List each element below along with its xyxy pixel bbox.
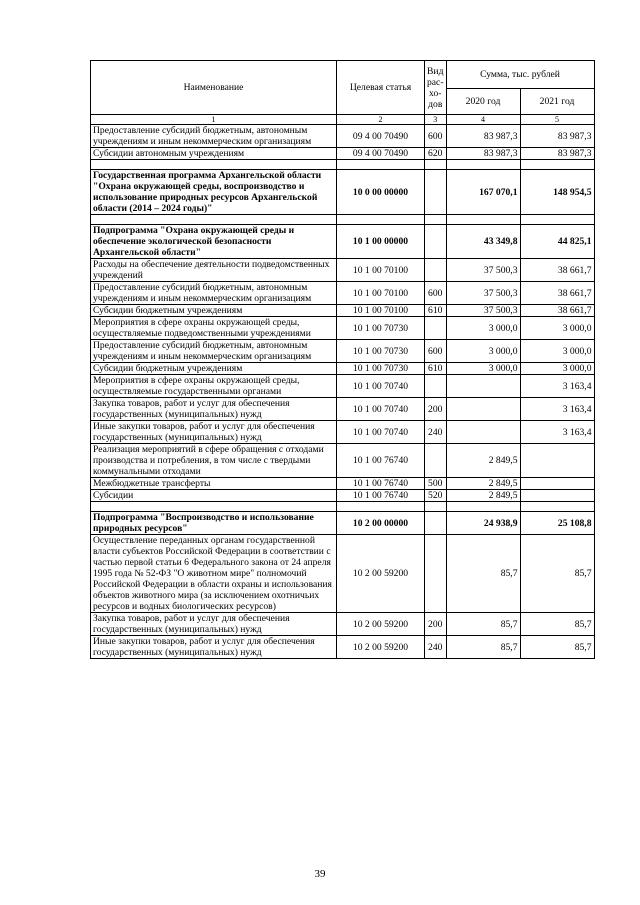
row-amount-2020: 85,7 — [446, 535, 520, 613]
table-row — [91, 317, 595, 340]
row-name: Предоставление субсидий бюджетным, автономным учреждениям и иным некоммерческим организациям — [91, 340, 337, 363]
row-amount-2021: 38 661,7 — [520, 305, 594, 317]
row-amount-2020 — [446, 421, 520, 444]
row-target-code: 10 1 00 76740 — [337, 490, 425, 502]
row-amount-2021 — [520, 478, 594, 490]
row-amount-2020: 3 000,0 — [446, 340, 520, 363]
table-row — [91, 282, 595, 305]
column-number: 5 — [520, 115, 594, 125]
program-row — [91, 225, 595, 259]
row-amount-2020: 2 849,5 — [446, 490, 520, 502]
page-number: 39 — [314, 868, 326, 880]
row-target-code: 10 1 00 00000 — [337, 225, 425, 259]
row-expense-kind: 620 — [425, 148, 447, 160]
row-target-code: 10 2 00 59200 — [337, 535, 425, 613]
row-amount-2021: 38 661,7 — [520, 259, 594, 282]
column-number: 1 — [91, 115, 337, 125]
table-row — [91, 478, 595, 490]
table-row — [91, 398, 595, 421]
row-amount-2021: 3 000,0 — [520, 363, 594, 375]
empty-cell — [337, 215, 425, 225]
header-target: Целевая статья — [337, 61, 425, 115]
header-2021: 2021 год — [520, 89, 594, 115]
row-amount-2020: 24 938,9 — [446, 512, 520, 535]
empty-cell — [91, 502, 337, 512]
row-name: Осуществление переданных органам государственной власти субъектов Российской Федерации в соответствии с частью первой статьи 6 Федерального закона от 24 апреля 1995 года № 52-ФЗ "О животном мире" полномочий Российской Федерации в области охраны и использования объектов животного мира (за исключением охотничьих ресурсов и водных биологических ресурсов) — [91, 535, 337, 613]
empty-cell — [520, 502, 594, 512]
empty-cell — [520, 160, 594, 170]
row-amount-2021: 85,7 — [520, 636, 594, 659]
empty-cell — [446, 502, 520, 512]
row-expense-kind: 200 — [425, 613, 447, 636]
row-target-code: 10 1 00 70100 — [337, 305, 425, 317]
table-row — [91, 259, 595, 282]
row-target-code: 10 1 00 70730 — [337, 363, 425, 375]
row-amount-2021 — [520, 490, 594, 502]
row-expense-kind: 240 — [425, 421, 447, 444]
table-row — [91, 363, 595, 375]
row-target-code: 10 0 00 00000 — [337, 170, 425, 215]
row-amount-2020: 2 849,5 — [446, 478, 520, 490]
empty-cell — [446, 215, 520, 225]
row-name: Субсидии бюджетным учреждениям — [91, 363, 337, 375]
row-amount-2020: 83 987,3 — [446, 148, 520, 160]
header-name: Наименование — [91, 61, 337, 115]
row-expense-kind: 600 — [425, 340, 447, 363]
empty-cell — [425, 502, 447, 512]
row-name: Мероприятия в сфере охраны окружающей среды, осуществляемые государственными органами — [91, 375, 337, 398]
row-expense-kind: 610 — [425, 363, 447, 375]
table-spacer-row — [91, 160, 595, 170]
row-name: Субсидии автономным учреждениям — [91, 148, 337, 160]
row-expense-kind: 600 — [425, 125, 447, 148]
row-amount-2021: 83 987,3 — [520, 125, 594, 148]
empty-cell — [425, 215, 447, 225]
row-name: Субсидии — [91, 490, 337, 502]
row-name: Предоставление субсидий бюджетным, автономным учреждениям и иным некоммерческим организациям — [91, 282, 337, 305]
row-name: Иные закупки товаров, работ и услуг для обеспечения государственных (муниципальных) нужд — [91, 636, 337, 659]
row-target-code: 10 1 00 70730 — [337, 340, 425, 363]
row-target-code: 10 1 00 70740 — [337, 398, 425, 421]
row-amount-2021: 44 825,1 — [520, 225, 594, 259]
row-expense-kind — [425, 444, 447, 478]
table-row — [91, 375, 595, 398]
row-target-code: 10 2 00 59200 — [337, 613, 425, 636]
row-target-code: 09 4 00 70490 — [337, 148, 425, 160]
empty-cell — [91, 215, 337, 225]
row-amount-2021: 3 163,4 — [520, 398, 594, 421]
table-row — [91, 125, 595, 148]
header-kind: Вид рас-хо-дов — [425, 61, 447, 115]
table-row — [91, 535, 595, 613]
row-expense-kind: 600 — [425, 282, 447, 305]
program-row — [91, 170, 595, 215]
row-name: Мероприятия в сфере охраны окружающей среды, осуществляемые подведомственными учреждениями — [91, 317, 337, 340]
row-amount-2020: 83 987,3 — [446, 125, 520, 148]
column-number: 2 — [337, 115, 425, 125]
row-expense-kind: 520 — [425, 490, 447, 502]
budget-table — [90, 60, 595, 659]
row-amount-2020: 37 500,3 — [446, 282, 520, 305]
row-name: Закупка товаров, работ и услуг для обеспечения государственных (муниципальных) нужд — [91, 613, 337, 636]
row-target-code: 10 2 00 00000 — [337, 512, 425, 535]
row-amount-2020: 85,7 — [446, 613, 520, 636]
row-expense-kind — [425, 317, 447, 340]
row-name: Закупка товаров, работ и услуг для обеспечения государственных (муниципальных) нужд — [91, 398, 337, 421]
column-number: 4 — [446, 115, 520, 125]
row-name: Межбюджетные трансферты — [91, 478, 337, 490]
column-number: 3 — [425, 115, 447, 125]
row-target-code: 09 4 00 70490 — [337, 125, 425, 148]
row-amount-2020: 37 500,3 — [446, 305, 520, 317]
row-target-code: 10 1 00 70740 — [337, 375, 425, 398]
table-row — [91, 490, 595, 502]
row-target-code: 10 1 00 70100 — [337, 282, 425, 305]
row-amount-2020: 43 349,8 — [446, 225, 520, 259]
row-name: Расходы на обеспечение деятельности подведомственных учреждений — [91, 259, 337, 282]
row-expense-kind — [425, 512, 447, 535]
row-name: Реализация мероприятий в сфере обращения с отходами производства и потребления, в том числе с твердыми коммунальными отходами — [91, 444, 337, 478]
row-amount-2021: 148 954,5 — [520, 170, 594, 215]
row-amount-2021 — [520, 444, 594, 478]
row-amount-2021: 85,7 — [520, 613, 594, 636]
table-row — [91, 444, 595, 478]
row-name: Иные закупки товаров, работ и услуг для обеспечения государственных (муниципальных) нужд — [91, 421, 337, 444]
row-target-code: 10 1 00 70740 — [337, 421, 425, 444]
row-expense-kind — [425, 170, 447, 215]
row-target-code: 10 2 00 59200 — [337, 636, 425, 659]
table-spacer-row — [91, 502, 595, 512]
table-spacer-row — [91, 215, 595, 225]
row-expense-kind — [425, 259, 447, 282]
row-amount-2020: 85,7 — [446, 636, 520, 659]
table-row — [91, 340, 595, 363]
row-amount-2021: 25 108,8 — [520, 512, 594, 535]
row-target-code: 10 1 00 76740 — [337, 478, 425, 490]
row-expense-kind: 240 — [425, 636, 447, 659]
row-amount-2020: 3 000,0 — [446, 363, 520, 375]
header-2020: 2020 год — [446, 89, 520, 115]
row-name: Предоставление субсидий бюджетным, автономным учреждениям и иным некоммерческим организациям — [91, 125, 337, 148]
empty-cell — [91, 160, 337, 170]
empty-cell — [337, 160, 425, 170]
table-row — [91, 148, 595, 160]
row-amount-2020: 37 500,3 — [446, 259, 520, 282]
row-target-code: 10 1 00 70730 — [337, 317, 425, 340]
row-expense-kind: 500 — [425, 478, 447, 490]
row-expense-kind: 610 — [425, 305, 447, 317]
row-name: Государственная программа Архангельской области "Охрана окружающей среды, воспроизводство и использование природных ресурсов Архангельской области (2014 – 2024 годы)" — [91, 170, 337, 215]
row-expense-kind — [425, 225, 447, 259]
empty-cell — [337, 502, 425, 512]
table-row — [91, 613, 595, 636]
row-name: Подпрограмма "Воспроизводство и использование природных ресурсов" — [91, 512, 337, 535]
row-amount-2020: 167 070,1 — [446, 170, 520, 215]
row-amount-2021: 3 000,0 — [520, 317, 594, 340]
row-amount-2021: 3 163,4 — [520, 421, 594, 444]
row-amount-2021: 3 000,0 — [520, 340, 594, 363]
row-amount-2020 — [446, 375, 520, 398]
empty-cell — [520, 215, 594, 225]
row-amount-2020 — [446, 398, 520, 421]
empty-cell — [425, 160, 447, 170]
empty-cell — [446, 160, 520, 170]
row-expense-kind — [425, 375, 447, 398]
row-name: Субсидии бюджетным учреждениям — [91, 305, 337, 317]
row-expense-kind — [425, 535, 447, 613]
row-target-code: 10 1 00 70100 — [337, 259, 425, 282]
row-amount-2020: 3 000,0 — [446, 317, 520, 340]
row-amount-2020: 2 849,5 — [446, 444, 520, 478]
row-amount-2021: 83 987,3 — [520, 148, 594, 160]
table-row — [91, 421, 595, 444]
row-amount-2021: 85,7 — [520, 535, 594, 613]
row-target-code: 10 1 00 76740 — [337, 444, 425, 478]
row-expense-kind: 200 — [425, 398, 447, 421]
row-amount-2021: 38 661,7 — [520, 282, 594, 305]
program-row — [91, 512, 595, 535]
table-row — [91, 636, 595, 659]
row-name: Подпрограмма "Охрана окружающей среды и обеспечение экологической безопасности Архангельской области" — [91, 225, 337, 259]
table-row — [91, 305, 595, 317]
header-sum: Сумма, тыс. рублей — [446, 61, 594, 89]
row-amount-2021: 3 163,4 — [520, 375, 594, 398]
